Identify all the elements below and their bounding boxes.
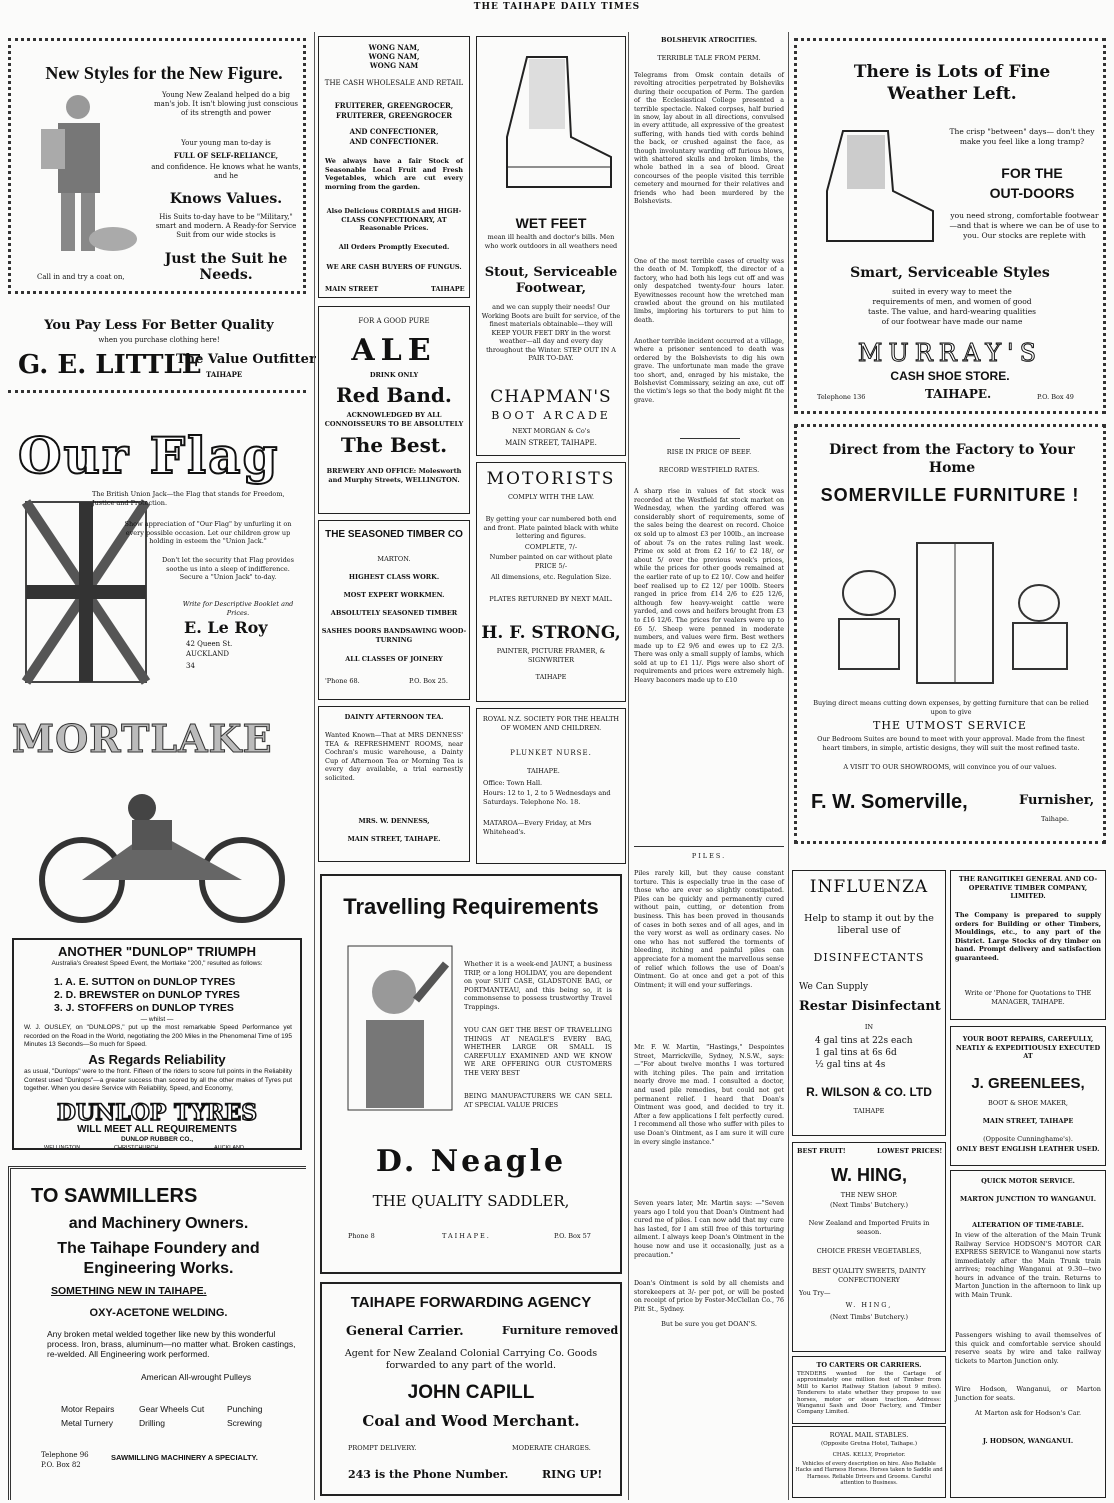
wong-ad (318, 36, 470, 298)
wilson-town: TAIHAPE (853, 1107, 885, 1115)
little-town: TAIHAPE (206, 370, 243, 379)
boots-stout: Stout, Serviceable Footwear, (484, 265, 618, 296)
murray-need: you need strong, comfortable footwear—and that is where we can be of use to you. Our stocks are replete with (949, 211, 1100, 240)
timber-phone: 'Phone 68. (325, 677, 360, 685)
carters-body: TENDERS wanted for the Cartage of approximately one million feet of Timber from Mill to Karioi Railway Station (about 9 miles). Tenderers to state whether they propose to use horses, motor or steam traction. Address: Wanganui Sash and Door Factory, and Timber Company Limited. (797, 1371, 941, 1416)
perm-h2: TERRIBLE TALE FROM PERM. (657, 54, 761, 62)
hing-name2: W. HING, (845, 1301, 893, 1309)
wilson-h1: INFLUENZA (809, 877, 929, 897)
tea-ad (318, 706, 470, 862)
murray-ad (794, 38, 1106, 414)
foundry-tel: Telephone 96 (41, 1451, 89, 1459)
motor-ad (950, 1170, 1106, 1498)
piles-p1: Piles rarely kill, but they cause constant torture. This is especially true in the case of those who are ever so slightly constipated. Piles can be quickly and permanently cured without pain, cutting, or detention from business. This has been proved in thousands of cases in both sexes and of all ages, and in the very worst as well as ordinary cases. No one who has not suffered the torments of bleeding, itching and painful piles can appreciate for a moment the marvellous sense of relief which follows the use of Doan's Ointment. Go at once and get a pot of this Ointment; it will end your sufferings. (634, 870, 784, 989)
boots-arcade: BOOT ARCADE (491, 409, 611, 422)
rangitikei-h: THE RANGITIKEI GENERAL AND CO-OPERATIVE TIMBER COMPANY, LIMITED. (958, 875, 1098, 900)
murray-q: The crisp "between" days— don't they make you feel like a long tramp? (949, 127, 1095, 146)
dunlop-rel: As Regards Reliability (88, 1052, 226, 1067)
wong-t3: FRUITERER, GREENGROCER (335, 111, 453, 120)
hing-veg: CHOICE FRESH VEGETABLES, (816, 1247, 922, 1255)
dunlop-r2: 2. D. BREWSTER on DUNLOP TYRES (54, 989, 240, 1001)
hing-next2: (Next Timbs' Butchery.) (829, 1313, 909, 1321)
motor-alt: ALTERATION OF TIME-TABLE. (972, 1221, 1084, 1229)
motor-wire: Wire Hodson, Wanganui, or Marton Junction for seats. (955, 1385, 1101, 1402)
agency-coal: Coal and Wood Merchant. (362, 1412, 580, 1430)
wong-n2: WONG NAM, (368, 52, 420, 61)
stables-body: Vehicles of every description on hire. Also Reliable Hacks and Harness Horses. Horses taken to Saddle and Harness. Reliable Drivers and Grooms. Careful attention to Business. (795, 1461, 943, 1487)
foundry-s5: Drilling (139, 1418, 165, 1428)
agency-gc: General Carrier. (346, 1324, 464, 1339)
saddler-man-illustration (346, 944, 456, 1114)
saddler-ad (320, 874, 622, 1274)
dunlop-headline: ANOTHER "DUNLOP" TRIUMPH (58, 944, 256, 959)
murray-boot-illustration (813, 121, 943, 261)
wong-town: TAIHAPE (431, 285, 465, 293)
wilson-g3: ½ gal tins at 4s (815, 1060, 886, 1070)
ale-red: Red Band. (336, 383, 452, 407)
murray-for: FOR THE OUT-DOORS (989, 165, 1075, 201)
wong-n1: WONG NAM, (368, 43, 420, 52)
wong-body: We always have a fair Stock of Seasonable Local Fruit and Fresh Vegetables, which are cut every morning from the garden. (325, 157, 463, 191)
strong-dims: All dimensions, etc. Regulation Size. (490, 573, 612, 581)
saddler-town: TAIHAPE. (442, 1232, 491, 1240)
foundry-box: P.O. Box 82 (41, 1461, 81, 1469)
little-call: Call in and try a coat on, (37, 273, 125, 281)
boots-next: NEXT MORGAN & Co's (512, 427, 590, 435)
motor-pass: Passengers wishing to avail themselves of this quick and comfortable service should reserve seats by wire and take railway tickets to Marton Junction only. (955, 1331, 1101, 1365)
wong-n3: WONG NAM (369, 61, 419, 70)
foundry-new: SOMETHING NEW IN TAIHAPE. (51, 1285, 207, 1297)
hing-shop: THE NEW SHOP. (840, 1191, 898, 1199)
wilson-restar: Restar Disinfectant (799, 999, 941, 1014)
saddler-title: Travelling Requirements (343, 894, 599, 919)
somerville-furn: Furnisher, (1019, 793, 1095, 808)
piles-p3: Seven years later, Mr. Martin says: —"Seven years ago I told you that Doan's Ointment had cured me of piles. I can now add that my cure has lasted, for I am still free of this torturing ailment. I always keep Doan's Ointment in the house now and use it occasionally, just as a precaution." (634, 1200, 784, 1259)
wilson-help: Help to stamp it out by the liberal use of (804, 913, 934, 936)
plunket-town: TAIHAPE. (527, 767, 560, 775)
saddler-p2: YOU CAN GET THE BEST OF TRAVELLING THINGS AT NEAGLE'S EVERY BAG, WHETHER LARGE OR SMALL IS CAREFULLY EXAMINED AND WE KNOW WE ARE OFFERING OUR CUSTOMERS THE VERY BEST (464, 1026, 612, 1077)
flag-addr2: AUCKLAND (186, 650, 229, 658)
greenlees-addr: MAIN STREET, TAIHAPE (982, 1117, 1074, 1125)
little-when: when you purchase clothing here! (98, 336, 220, 344)
little-tagline: The Value Outfitter (176, 352, 316, 367)
dunlop-r3: 3. J. STOFFERS on DUNLOP TYRES (54, 1002, 234, 1014)
hing-ad (792, 1142, 946, 1352)
little-knows: Knows Values. (169, 191, 283, 207)
stables-prop: CHAS. KELLY, Proprietor. (832, 1452, 906, 1458)
boots-ad (476, 36, 626, 456)
dunlop-r1: 1. A. E. SUTTON on DUNLOP TYRES (54, 976, 236, 988)
plunket-t2: PLUNKET NURSE. (510, 749, 592, 757)
foundry-s1: Motor Repairs (61, 1404, 115, 1414)
somerville-p2: Our Bedroom Suites are bound to meet with your approval. Made from the finest heart timbers, in simple, artistic designs, they will suit the most refined taste. (817, 735, 1085, 752)
flag-addr1: 42 Queen St. (186, 640, 233, 648)
little-line3: FULL OF SELF-RELIANCE, (173, 151, 279, 160)
little-intro: Young New Zealand helped do a big man's job. It isn't blowing just conscious of its strength and power (154, 91, 298, 117)
ale-for: FOR A GOOD PURE (358, 317, 430, 325)
motor-h: QUICK MOTOR SERVICE. (981, 1177, 1075, 1185)
tea-title: DAINTY AFTERNOON TEA. (344, 713, 444, 721)
timber-l4: SASHES DOORS BANDSAWING WOOD-TURNING (321, 627, 467, 644)
piles-p4: Doan's Ointment is sold by all chemists and storekeepers at 3/- per pot, or will be posted on receipt of price by Foster-McClellan Co., 76 Pitt St., Sydney. (634, 1280, 784, 1313)
wong-cash: WE ARE CASH BUYERS OF FUNGUS. (326, 263, 462, 271)
piles-p2: Mr. F. W. Martin, "Hastings," Despointes Street, Marrickville, Sydney, N.S.W., says:—"For about twelve months I was tortured with itching piles. The pain and irritation nearly drove me mad. I consulted a doctor, and used pile remedies, but could not get permanent relief. I heard that Doan's Ointment was good, and decided to try it. After a few applications I felt perfectly cured. I recommend all those who suffer with piles to use Doan's Ointment, as I am sure it will cure in every single instance." (634, 1044, 784, 1146)
furniture-illustration (833, 523, 1073, 693)
strong-name: H. F. STRONG, (481, 623, 621, 643)
beef-h1: RISE IN PRICE OF BEEF. (666, 448, 752, 456)
tea-addr: MAIN STREET, TAIHAPE. (347, 835, 441, 843)
wilson-in: IN (864, 1023, 874, 1031)
somerville-town: Taihape. (1041, 815, 1069, 823)
motor-body: In view of the alteration of the Main Trunk Railway Service HODSON'S MOTOR CAR EXPRESS SERVICE to Wanganui now starts immediately after the Main Trunk train arrives; reaching Wanganui at 9.30—two hours in advance of the train. Returns to Marton Junction in the afternoon to link up with Main Trunk. (955, 1231, 1101, 1299)
carters-ad (792, 1356, 946, 1424)
plunket-t1: ROYAL N.Z. SOCIETY FOR THE HEALTH OF WOMEN AND CHILDREN. (482, 715, 620, 732)
greenlees-ad (950, 1026, 1106, 1166)
little-line4: and confidence. He knows what he wants, and he (151, 163, 301, 180)
saddler-name: D. Neagle (375, 1144, 567, 1179)
dunlop-c3: AUCKLAND (214, 1145, 244, 1150)
agency-title: TAIHAPE FORWARDING AGENCY (350, 1294, 592, 1311)
agency-ring: RING UP! (542, 1468, 603, 1481)
murray-box: P.O. Box 49 (1037, 393, 1074, 401)
foundry-h3: The Taihape Foundery and Engineering Works. (57, 1240, 260, 1277)
boots-body: and we can supply their needs! Our Working Boots are built for service, of the finest materials obtainable—they will KEEP YOUR FEET DRY in the worst weather—all day and every day throughout the Winter. STEP OUT IN A PAIR TO-DAY. (481, 303, 621, 362)
wong-t2: FRUITERER, GREENGROCER, (334, 101, 454, 110)
dunlop-whilst: — whilst — (140, 1016, 174, 1023)
flag-num: 34 (186, 662, 195, 670)
flag-ad (8, 396, 306, 696)
hing-lp: LOWEST PRICES! (877, 1147, 943, 1155)
flag-text2: Show appreciation of "Our Flag" by unfurling it on every possible occasion. Let our children grow up holding in esteem the "Union Jack." (124, 520, 292, 545)
dunlop-co: DUNLOP RUBBER CO., (120, 1136, 194, 1143)
saddler-tag: THE QUALITY SADDLER, (372, 1192, 570, 1210)
boots-wet: WET FEET (515, 215, 587, 231)
boots-mean: mean ill health and doctor's bills. Men who work outdoors in all weathers need (484, 233, 618, 250)
carters-h: TO CARTERS OR CARRIERS. (816, 1361, 922, 1369)
saddler-phone: Phone 8 (348, 1232, 375, 1240)
dunlop-ad (8, 712, 306, 1152)
piles-p5: But be sure you get DOAN'S. (661, 1320, 757, 1328)
agency-agent: Agent for New Zealand Colonial Carrying Co. Goods forwarded to any part of the world. (344, 1348, 598, 1371)
little-line5: His Suits to-day have to be "Military," smart and modern. A Ready-for Service Suit from our wide stocks is (155, 213, 297, 239)
timber-town: MARTON. (377, 555, 411, 563)
ale-drink: DRINK ONLY (369, 371, 419, 379)
stables-opp: (Opposite Gretna Hotel, Taihape.) (820, 1441, 918, 1447)
man-illustration (33, 89, 143, 264)
flag-text3: Don't let the security that Flag provides soothe us into a sleep of indifference. Secure a "Union Jack" to-day. (162, 556, 294, 581)
greenlees-only: ONLY BEST ENGLISH LEATHER USED. (956, 1145, 1100, 1153)
strong-sub: COMPLY WITH THE LAW. (507, 493, 595, 501)
little-line2: Your young man to-day is (181, 139, 271, 147)
wilson-name: R. WILSON & CO. LTD (806, 1085, 932, 1099)
wong-t1: THE CASH WHOLESALE AND RETAIL (324, 79, 464, 87)
perm-p3: Another terrible incident occurred at a village, where a prisoner sentenced to death was ordered by the Bolshevists to dig his own grave. The unfortunate man made the grave too short, and, enraged by his mistake, the Bolshevist Commissary, seizing an axe, cut off the victim's legs so that the body might fit the grave. (634, 338, 784, 404)
wong-t5: AND CONFECTIONER. (349, 137, 439, 146)
strong-ad (476, 462, 626, 702)
boots-name: CHAPMAN'S (490, 387, 612, 407)
motor-ask: At Marton ask for Hodson's Car. (974, 1409, 1082, 1417)
murray-suited: suited in every way to meet the requirements of men, and women of good taste. The value, and hard-wearing qualities of our footwear have made our name (868, 287, 1036, 326)
motor-sub: MARTON JUNCTION TO WANGANUI. (960, 1195, 1096, 1203)
foundry-s6: Screwing (227, 1418, 262, 1428)
dunlop-inner (12, 938, 302, 1150)
strong-title: MOTORISTS (486, 469, 616, 489)
wilson-supply: We Can Supply (799, 982, 869, 992)
agency-phone: 243 is the Phone Number. (348, 1468, 509, 1481)
hing-name: W. HING, (831, 1165, 907, 1185)
ale-title: ALE (351, 333, 437, 368)
wilson-dis: DISINFECTANTS (813, 951, 925, 964)
hing-sweets: BEST QUALITY SWEETS, DAINTY CONFECTIONERY (812, 1267, 926, 1284)
boot-illustration (487, 47, 617, 207)
timber-l5: ALL CLASSES OF JOINERY (345, 655, 443, 663)
agency-fr: Furniture removed (502, 1324, 619, 1337)
flag-text1: The British Union Jack—the Flag that stands for Freedom, Justice and Protection. (92, 490, 285, 507)
wilson-ad (792, 870, 946, 1136)
little-ad (8, 38, 306, 294)
hing-next: (Next Timbs' Butchery.) (829, 1201, 909, 1209)
saddler-p1: Whether it is a week-end JAUNT, a business TRIP, or a long HOLIDAY, you are dependent on your SUIT CASE, GLADSTONE BAG, or PORTMANTEAU, and this being so, it is commonsense to possess trustworthy Travel Trappings. (464, 960, 612, 1011)
hing-bf: BEST FRUIT! (797, 1147, 846, 1155)
stables-h: ROYAL MAIL STABLES. (829, 1431, 909, 1439)
dunlop-will: WILL MEET ALL REQUIREMENTS (77, 1124, 237, 1135)
rangitikei-ad (950, 870, 1106, 1020)
foundry-body: Any broken metal welded together like new by this wonderful process. Iron, brass, aluminum—no matter what. Broken castings, re-welded. All Engineering work performed. (47, 1329, 296, 1359)
stables-ad (792, 1426, 946, 1498)
somerville-p1: Buying direct means cutting down expenses, by getting furniture that can be relied upon to give (813, 699, 1089, 716)
foundry-s3: Punching (227, 1404, 263, 1414)
dunlop-c1: WELLINGTON (44, 1145, 81, 1150)
beef-p1: A sharp rise in values of fat stock was recorded at the Westfield fat stock market on Wednesday, when the yarding offered was considerably short of requirements, some of the sales being the dearest on record. Choice ox sold up to almost £3 per 100lb., an increase of about 7s on the rates ruling last week. Prime ox sold at from £2 16/ to £2 18/, or about 5/ over the previous week's prices, while the prices for other goods remained at the earlier rate of up to £2 10/. Cow and heifer beef realised up to £2 12/ per 100lb. Steers ranged in price from £14 2/6 to £25 12/6, although few heavy-weight cattle were yarded, and cows and heifers brought from £3 to £16 12/6. The prices for vealers were up to £6 5/. Sheep were penned in moderate numbers, and values were firm. Best wethers made up to £2 9/6 and ewes up to £2 2/3. There was only a small supply of lambs, which sold at up to £1 11/. Pigs were also short of requirements and prices were extremely high. Heavy baconers made up to £10 (634, 488, 784, 685)
somerville-visit: A VISIT TO OUR SHOWROOMS, will convince you of our values. (843, 763, 1057, 771)
beef-h2: RECORD WESTFIELD RATES. (658, 466, 760, 474)
tea-body: Wanted Known—That at MRS DENNESS' TEA & REFRESHMENT ROOMS, near Cochran's music warehouse, a Dainty Cup of Afternoon Tea or Morning Tea is every day available, a trial earnestly solicited. (325, 731, 463, 782)
wong-orders: All Orders Promptly Executed. (338, 243, 450, 251)
agency-ad (320, 1282, 622, 1496)
timber-l3: ABSOLUTELY SEASONED TIMBER (330, 609, 458, 617)
perm-p1: Telegrams from Omsk contain details of revolting atrocities perpetrated by Bolsheviks during their occupation of Perm. The garden of the Ecclesiastical College presented a terrible spectacle. Naked corpses, half buried in snow, lay about in all directions, convulsed in every attitude, all expressive of the greatest suffering, with hands tied with cords behind the back, or crushed against the face, as though involuntary warding off furious blows, with shattered skulls and broken limbs, the whole bathed in a sea of blood. Great concourses of the people visited this terrible cemetery and mourned for their relatives and friends who had been murdered by the Bolshevists. (634, 72, 784, 206)
timber-ad (318, 520, 470, 700)
motor-name: J. HODSON, WANGANUI. (982, 1437, 1074, 1445)
rangitikei-body: The Company is prepared to supply orders for Building or other Timbers, Mouldings, etc., to any part of the District. Large Stocks of dry timber on hand. Prompt delivery and satisfaction guaranteed. (955, 911, 1101, 962)
murray-title: There is Lots of Fine Weather Left. (853, 62, 1051, 104)
saddler-box: P.O. Box 57 (554, 1232, 591, 1240)
newspaper-header: THE TAIHAPE DAILY TIMES (473, 2, 641, 12)
flag-write: Write for Descriptive Booklet and Prices. (182, 600, 294, 617)
saddler-p3: BEING MANUFACTURERS WE CAN SELL AT SPECIAL VALUE PRICES (464, 1092, 612, 1109)
timber-box: P.O. Box 25. (409, 677, 448, 685)
mortlake-title: MORTLAKE (12, 716, 273, 761)
somerville-utmost: THE UTMOST SERVICE (873, 719, 1027, 732)
wong-main: MAIN STREET (325, 285, 379, 293)
murray-town: TAIHAPE. (925, 387, 992, 401)
murray-smart: Smart, Serviceable Styles (850, 265, 1050, 281)
murray-store: CASH SHOE STORE. (890, 369, 1010, 383)
strong-town: TAIHAPE (535, 673, 567, 681)
murray-tel: Telephone 136 (817, 393, 866, 401)
hing-try: You Try— (799, 1289, 831, 1297)
foundry-amer: American All-wrought Pulleys (141, 1372, 252, 1382)
little-name: G. E. LITTLE (18, 350, 202, 380)
dunlop-c2: CHRISTCHURCH (114, 1145, 159, 1150)
dunlop-body2: as usual, "Dunlops" were to the front. Fifteen of the riders to score full points in the Reliability Contest used "Dunlops"—a greater success than scored by all the other makes of Tyres put together. When you desire Service with Reliability, Speed, and Economy, (24, 1068, 292, 1092)
rangitikei-write: Write or 'Phone for Quotations to THE MANAGER, TAIHAPE. (964, 989, 1092, 1006)
flag-title: Our Flag (18, 426, 280, 485)
wong-t4: AND CONFECTIONER, (349, 127, 439, 136)
timber-title: THE SEASONED TIMBER CO (325, 529, 463, 540)
somerville-name: F. W. Somerville, (811, 791, 968, 813)
strong-num: Number painted on car without plate PRICE 5/- (489, 553, 613, 570)
foundry-weld: OXY-ACETONE WELDING. (89, 1307, 228, 1319)
foundry-s4: Metal Turnery (61, 1418, 113, 1428)
motorcycle-illustration (22, 770, 302, 930)
little-pay: You Pay Less For Better Quality (44, 318, 274, 333)
perm-h1: BOLSHEVIK ATROCITIES. (661, 36, 757, 44)
greenlees-opp: (Opposite Cunninghame's). (983, 1135, 1073, 1143)
foundry-ad (8, 1166, 306, 1500)
ale-ad (318, 306, 470, 514)
timber-l2: MOST EXPERT WORKMEN. (343, 591, 445, 599)
piles-h: PILES. (691, 852, 727, 860)
foundry-s2: Gear Wheels Cut (139, 1404, 205, 1414)
little-just: Just the Suit he Needs. (164, 251, 288, 283)
dunlop-brand: DUNLOP TYRES (56, 1100, 258, 1126)
little-headline: New Styles for the New Figure. (45, 63, 283, 83)
greenlees-h: YOUR BOOT REPAIRS, CAREFULLY, NEATLY & EXPEDITIOUSLY EXECUTED AT (955, 1035, 1101, 1060)
strong-comp: COMPLETE, 7/- (524, 543, 578, 551)
somerville-h1: Direct from the Factory to Your Home (829, 442, 1075, 476)
ale-best: The Best. (340, 433, 448, 457)
strong-trade: PAINTER, PICTURE FRAMER, & SIGNWRITER (496, 647, 606, 664)
perm-p2: One of the most terrible cases of cruelty was the death of M. Tompkoff, the director of a factory, who had both his legs cut off and was only despatched twenty-four hours later. Eyewitnesses recount how the wretched man crawled about the ground on his mutilated limbs, imploring his torturers to put him to death. (634, 258, 784, 324)
plunket-hours: Hours: 12 to 1, 2 to 5 Wednesdays and Saturdays. Telephone No. 18. (483, 789, 611, 806)
foundry-spec: SAWMILLING MACHINERY A SPECIALTY. (111, 1453, 258, 1462)
foundry-h1: TO SAWMILLERS (31, 1185, 198, 1207)
plunket-ad (476, 708, 626, 864)
boots-street: MAIN STREET, TAIHAPE. (505, 439, 597, 447)
foundry-h2: and Machinery Owners. (68, 1215, 249, 1232)
greenlees-trade: BOOT & SHOE MAKER, (988, 1099, 1068, 1107)
agency-mc: MODERATE CHARGES. (512, 1444, 591, 1452)
tea-name: MRS. W. DENNESS, (358, 817, 430, 825)
murray-name: MURRAY'S (857, 339, 1043, 367)
strong-body: By getting your car numbered both end and front. Plate painted black with white lettering and figures. (483, 515, 619, 540)
wilson-g1: 4 gal tins at 22s each (815, 1036, 913, 1046)
wong-also: Also Delicious CORDIALS and HIGH-CLASS CONFECTIONARY, AT Reasonable Prices. (326, 207, 462, 232)
wilson-g2: 1 gal tins at 6s 6d (815, 1048, 897, 1058)
strong-ret: PLATES RETURNED BY NEXT MAIL. (489, 595, 613, 603)
ale-brew: BREWERY AND OFFICE: Molesworth and Murphy Streets, WELLINGTON. (326, 467, 462, 484)
greenlees-name: J. GREENLEES, (971, 1075, 1085, 1092)
agency-name: JOHN CAPILL (407, 1382, 535, 1403)
dunlop-sub: Australia's Greatest Speed Event, the Mortlake "200," resulted as follows: (51, 960, 263, 967)
plunket-office: Office: Town Hall. (483, 779, 543, 787)
somerville-h2: SOMERVILLE FURNITURE ! (820, 485, 1080, 505)
hing-nz: New Zealand and Imported Fruits in season. (808, 1219, 930, 1236)
dunlop-body: W. J. OUSLEY, on "DUNLOPS," put up the most remarkable Speed Performance yet recorded on the Road in the World, negotiating the 200 Miles in the Phenomenal Time of 195 Minutes 13 Seconds—So much for Speed. (24, 1024, 292, 1048)
ale-ack: ACKNOWLEDGED BY ALL CONNOISSEURS TO BE ABSOLUTELY (324, 411, 464, 428)
plunket-mat: MATAROA—Every Friday, at Mrs Whitehead's. (483, 819, 592, 836)
flag-name: E. Le Roy (184, 618, 268, 637)
agency-pd: PROMPT DELIVERY. (348, 1444, 417, 1452)
somerville-ad (794, 424, 1106, 844)
timber-l1: HIGHEST CLASS WORK. (348, 573, 440, 581)
